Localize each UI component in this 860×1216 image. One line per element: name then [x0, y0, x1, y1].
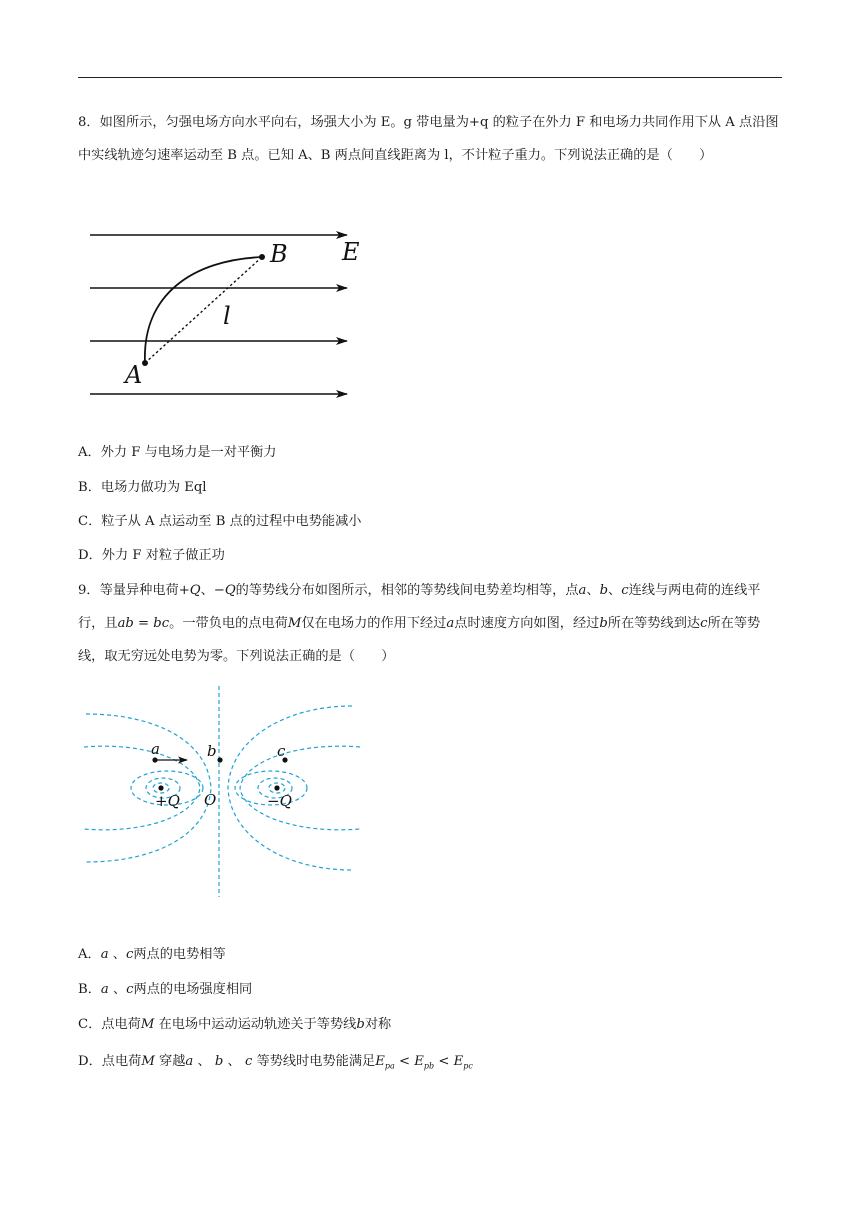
q9-equipotential-figure [84, 684, 364, 899]
q9-option-b: B．a 、c两点的电场强度相同 [78, 982, 253, 997]
label-A: A [125, 361, 143, 389]
label-l: l [223, 302, 231, 330]
label-O: O [204, 791, 217, 809]
label-c: c [277, 742, 286, 760]
point-a [152, 757, 157, 762]
q8-option-c: C．粒子从 A 点运动至 B 点的过程中电势能减小 [78, 514, 362, 529]
equipotential-curve-plus [86, 714, 211, 862]
equipotential-curve-plus [84, 746, 200, 830]
label-E: E [342, 238, 360, 266]
label-minus-Q: −Q [267, 792, 292, 810]
label-a: a [151, 740, 160, 758]
header-rule [78, 77, 782, 78]
q8-option-b: B．电场力做功为 Eql [78, 480, 207, 495]
q9-option-d: D．点电荷M 穿越a 、 b 、 c 等势线时电势能满足$E_{pa} < E_{pb} < E_{pc}$ [78, 1054, 473, 1071]
q9-option-a: A．a 、c两点的电势相等 [78, 947, 226, 962]
charge-minus-Q [274, 785, 279, 790]
label-plus-Q: +Q [155, 792, 180, 810]
q8-field-figure [82, 220, 382, 410]
straight-distance-line [145, 257, 262, 363]
label-b: b [207, 742, 217, 760]
question-8-stem: 8．如图所示，匀强电场方向水平向右，场强大小为 E。g 带电量为+q 的粒子在外力 F 和电场力共同作用下从 A 点沿图中实线轨迹匀速率运动至 B 点。已知 A、B 两点间直线距离为 l，不计粒子重力。下列说法正确的是（ ） [78, 115, 779, 163]
point-A [142, 360, 148, 366]
point-b [217, 757, 222, 762]
trajectory-curve [145, 257, 262, 363]
q9-option-c: C．点电荷M 在电场中运动运动轨迹关于等势线b对称 [78, 1017, 392, 1032]
q8-option-a: A．外力 F 与电场力是一对平衡力 [78, 445, 277, 460]
label-B: B [270, 240, 288, 268]
charge-plus-Q [158, 785, 163, 790]
point-B [259, 254, 265, 260]
q8-option-d: D．外力 F 对粒子做正功 [78, 548, 225, 563]
question-9-stem: 9．等量异种电荷+Q、−Q的等势线分布如图所示，相邻的等势线间电势差均相等，点a、b、c连线与两电荷的连线平行，且ab = bc。一带负电的点电荷M仅在电场力的作用下经过a点时速度方向如图，经过b所在等势线到达c所在等势线，取无穷远处电势为零。下列说法正确的是（ ） [78, 583, 761, 664]
equipotential-curve-minus [228, 706, 352, 870]
